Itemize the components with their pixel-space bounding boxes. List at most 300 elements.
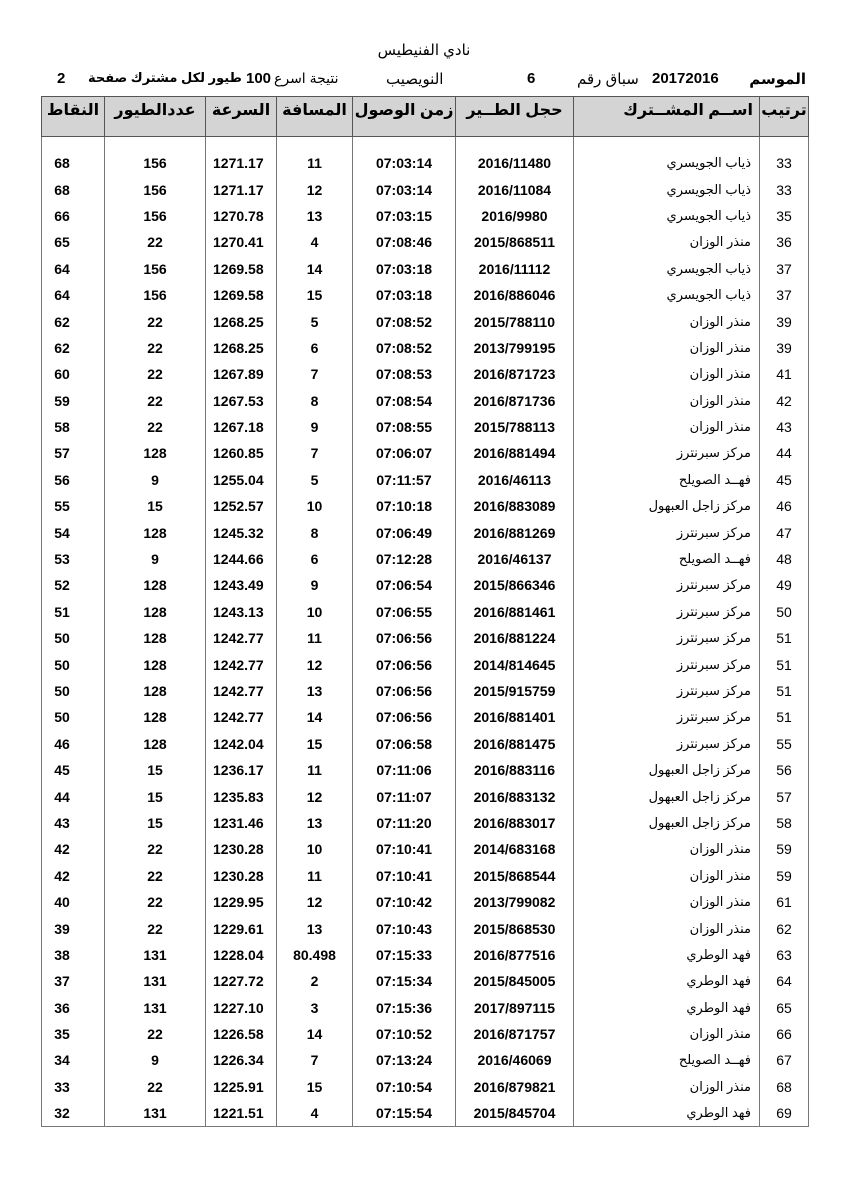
cell-birds: 156 bbox=[105, 150, 206, 176]
cell-birds: 128 bbox=[105, 572, 206, 598]
cell-points: 40 bbox=[42, 889, 105, 915]
cell-distance: 6 bbox=[277, 546, 353, 572]
cell-arrival-time: 07:15:54 bbox=[353, 1100, 456, 1127]
cell-birds: 22 bbox=[105, 1074, 206, 1100]
cell-birds: 131 bbox=[105, 1100, 206, 1127]
cell-points: 38 bbox=[42, 942, 105, 968]
cell-participant-name: منذر الوزان bbox=[574, 414, 760, 440]
cell-points: 54 bbox=[42, 519, 105, 545]
cell-ring-number: 2015/868544 bbox=[456, 863, 574, 889]
cell-ring-number: 2016/881269 bbox=[456, 519, 574, 545]
cell-ring-number: 2016/871736 bbox=[456, 388, 574, 414]
cell-distance: 14 bbox=[277, 704, 353, 730]
cell-birds: 128 bbox=[105, 731, 206, 757]
cell-points: 44 bbox=[42, 783, 105, 809]
cell-arrival-time: 07:08:54 bbox=[353, 388, 456, 414]
cell-participant-name: مركز سبرنترز bbox=[574, 440, 760, 466]
cell-participant-name: مركز سبرنترز bbox=[574, 731, 760, 757]
cell-points: 58 bbox=[42, 414, 105, 440]
cell-distance: 4 bbox=[277, 1100, 353, 1127]
cell-birds: 9 bbox=[105, 467, 206, 493]
cell-ring-number: 2016/881494 bbox=[456, 440, 574, 466]
cell-distance: 11 bbox=[277, 863, 353, 889]
cell-distance: 11 bbox=[277, 757, 353, 783]
cell-birds: 156 bbox=[105, 176, 206, 202]
cell-arrival-time: 07:11:07 bbox=[353, 783, 456, 809]
cell-participant-name: مركز زاجل العبهول bbox=[574, 783, 760, 809]
cell-participant-name: منذر الوزان bbox=[574, 889, 760, 915]
cell-rank: 50 bbox=[760, 599, 809, 625]
cell-ring-number: 2016/871757 bbox=[456, 1021, 574, 1047]
cell-points: 62 bbox=[42, 308, 105, 334]
cell-arrival-time: 07:10:41 bbox=[353, 863, 456, 889]
cell-arrival-time: 07:08:52 bbox=[353, 335, 456, 361]
season-value: 20172016 bbox=[652, 70, 719, 87]
cell-distance: 13 bbox=[277, 810, 353, 836]
cell-birds: 128 bbox=[105, 625, 206, 651]
cell-birds: 22 bbox=[105, 915, 206, 941]
table-row bbox=[42, 572, 809, 598]
cell-points: 51 bbox=[42, 599, 105, 625]
cell-speed: 1271.17 bbox=[206, 176, 277, 202]
cell-arrival-time: 07:03:15 bbox=[353, 203, 456, 229]
cell-speed: 1227.10 bbox=[206, 995, 277, 1021]
table-row bbox=[42, 493, 809, 519]
cell-speed: 1229.95 bbox=[206, 889, 277, 915]
cell-rank: 66 bbox=[760, 1021, 809, 1047]
table-row bbox=[42, 546, 809, 572]
cell-participant-name: ذياب الجويسري bbox=[574, 256, 760, 282]
table-row bbox=[42, 731, 809, 757]
table-row bbox=[42, 176, 809, 202]
cell-points: 50 bbox=[42, 625, 105, 651]
cell-arrival-time: 07:15:36 bbox=[353, 995, 456, 1021]
cell-rank: 62 bbox=[760, 915, 809, 941]
cell-speed: 1221.51 bbox=[206, 1100, 277, 1127]
cell-speed: 1230.28 bbox=[206, 863, 277, 889]
cell-ring-number: 2015/868530 bbox=[456, 915, 574, 941]
cell-arrival-time: 07:11:20 bbox=[353, 810, 456, 836]
cell-rank: 51 bbox=[760, 678, 809, 704]
cell-arrival-time: 07:08:52 bbox=[353, 308, 456, 334]
table-row bbox=[42, 256, 809, 282]
cell-birds: 131 bbox=[105, 968, 206, 994]
cell-birds: 15 bbox=[105, 757, 206, 783]
cell-rank: 56 bbox=[760, 757, 809, 783]
cell-rank: 51 bbox=[760, 625, 809, 651]
table-row bbox=[42, 651, 809, 677]
cell-rank: 51 bbox=[760, 651, 809, 677]
table-row bbox=[42, 308, 809, 334]
cell-arrival-time: 07:03:18 bbox=[353, 256, 456, 282]
cell-arrival-time: 07:10:18 bbox=[353, 493, 456, 519]
cell-distance: 5 bbox=[277, 308, 353, 334]
cell-birds: 9 bbox=[105, 1047, 206, 1073]
cell-arrival-time: 07:08:55 bbox=[353, 414, 456, 440]
cell-participant-name: فهد الوطري bbox=[574, 968, 760, 994]
cell-distance: 10 bbox=[277, 493, 353, 519]
cell-ring-number: 2016/11480 bbox=[456, 150, 574, 176]
cell-arrival-time: 07:10:42 bbox=[353, 889, 456, 915]
cell-speed: 1267.89 bbox=[206, 361, 277, 387]
cell-birds: 22 bbox=[105, 1021, 206, 1047]
cell-points: 36 bbox=[42, 995, 105, 1021]
cell-participant-name: ذياب الجويسري bbox=[574, 176, 760, 202]
table-row bbox=[42, 810, 809, 836]
table-row bbox=[42, 150, 809, 176]
cell-ring-number: 2016/877516 bbox=[456, 942, 574, 968]
race-label: سباق رقم bbox=[577, 71, 639, 88]
cell-distance: 8 bbox=[277, 519, 353, 545]
cell-points: 57 bbox=[42, 440, 105, 466]
cell-ring-number: 2015/845005 bbox=[456, 968, 574, 994]
cell-points: 42 bbox=[42, 863, 105, 889]
cell-distance: 14 bbox=[277, 1021, 353, 1047]
cell-participant-name: ذياب الجويسري bbox=[574, 203, 760, 229]
table-row bbox=[42, 1100, 809, 1127]
cell-rank: 39 bbox=[760, 308, 809, 334]
cell-participant-name: منذر الوزان bbox=[574, 361, 760, 387]
cell-speed: 1252.57 bbox=[206, 493, 277, 519]
cell-ring-number: 2016/9980 bbox=[456, 203, 574, 229]
cell-arrival-time: 07:06:56 bbox=[353, 625, 456, 651]
cell-arrival-time: 07:06:56 bbox=[353, 704, 456, 730]
cell-distance: 7 bbox=[277, 1047, 353, 1073]
cell-birds: 128 bbox=[105, 440, 206, 466]
cell-ring-number: 2013/799195 bbox=[456, 335, 574, 361]
cell-birds: 22 bbox=[105, 863, 206, 889]
cell-points: 43 bbox=[42, 810, 105, 836]
table-row bbox=[42, 361, 809, 387]
cell-points: 60 bbox=[42, 361, 105, 387]
cell-points: 39 bbox=[42, 915, 105, 941]
cell-rank: 57 bbox=[760, 783, 809, 809]
cell-rank: 37 bbox=[760, 282, 809, 308]
table-row bbox=[42, 915, 809, 941]
cell-points: 52 bbox=[42, 572, 105, 598]
cell-arrival-time: 07:13:24 bbox=[353, 1047, 456, 1073]
cell-participant-name: منذر الوزان bbox=[574, 915, 760, 941]
table-row bbox=[42, 863, 809, 889]
cell-rank: 47 bbox=[760, 519, 809, 545]
cell-participant-name: منذر الوزان bbox=[574, 836, 760, 862]
table-row bbox=[42, 440, 809, 466]
cell-participant-name: مركز سبرنترز bbox=[574, 625, 760, 651]
cell-participant-name: ذياب الجويسري bbox=[574, 282, 760, 308]
cell-distance: 10 bbox=[277, 836, 353, 862]
cell-rank: 68 bbox=[760, 1074, 809, 1100]
cell-ring-number: 2015/868511 bbox=[456, 229, 574, 255]
cell-arrival-time: 07:06:49 bbox=[353, 519, 456, 545]
cell-speed: 1225.91 bbox=[206, 1074, 277, 1100]
cell-ring-number: 2016/883132 bbox=[456, 783, 574, 809]
cell-distance: 15 bbox=[277, 1074, 353, 1100]
cell-participant-name: فهــد الصويلح bbox=[574, 546, 760, 572]
cell-participant-name: منذر الوزان bbox=[574, 1074, 760, 1100]
cell-birds: 15 bbox=[105, 783, 206, 809]
cell-birds: 156 bbox=[105, 256, 206, 282]
cell-speed: 1236.17 bbox=[206, 757, 277, 783]
cell-distance: 4 bbox=[277, 229, 353, 255]
cell-speed: 1243.13 bbox=[206, 599, 277, 625]
cell-participant-name: منذر الوزان bbox=[574, 863, 760, 889]
cell-arrival-time: 07:15:33 bbox=[353, 942, 456, 968]
cell-birds: 22 bbox=[105, 361, 206, 387]
cell-speed: 1268.25 bbox=[206, 308, 277, 334]
cell-points: 35 bbox=[42, 1021, 105, 1047]
cell-ring-number: 2016/46137 bbox=[456, 546, 574, 572]
cell-arrival-time: 07:08:53 bbox=[353, 361, 456, 387]
cell-rank: 67 bbox=[760, 1047, 809, 1073]
cell-ring-number: 2016/11084 bbox=[456, 176, 574, 202]
cell-ring-number: 2015/845704 bbox=[456, 1100, 574, 1127]
cell-points: 66 bbox=[42, 203, 105, 229]
cell-arrival-time: 07:03:14 bbox=[353, 176, 456, 202]
table-row bbox=[42, 282, 809, 308]
race-number: 6 bbox=[527, 70, 536, 87]
cell-participant-name: منذر الوزان bbox=[574, 335, 760, 361]
col-speed: السرعة bbox=[206, 97, 277, 137]
cell-arrival-time: 07:12:28 bbox=[353, 546, 456, 572]
cell-distance: 9 bbox=[277, 572, 353, 598]
cell-ring-number: 2016/883017 bbox=[456, 810, 574, 836]
result-label: نتيجة اسرع bbox=[274, 70, 339, 86]
cell-arrival-time: 07:06:55 bbox=[353, 599, 456, 625]
cell-speed: 1271.17 bbox=[206, 150, 277, 176]
cell-birds: 22 bbox=[105, 229, 206, 255]
cell-arrival-time: 07:06:58 bbox=[353, 731, 456, 757]
cell-speed: 1268.25 bbox=[206, 335, 277, 361]
cell-birds: 22 bbox=[105, 388, 206, 414]
cell-distance: 13 bbox=[277, 203, 353, 229]
cell-rank: 42 bbox=[760, 388, 809, 414]
cell-distance: 11 bbox=[277, 625, 353, 651]
cell-ring-number: 2016/881401 bbox=[456, 704, 574, 730]
cell-arrival-time: 07:10:54 bbox=[353, 1074, 456, 1100]
cell-speed: 1230.28 bbox=[206, 836, 277, 862]
cell-arrival-time: 07:03:14 bbox=[353, 150, 456, 176]
col-ring: حجل الطــير bbox=[456, 97, 574, 137]
cell-ring-number: 2016/881475 bbox=[456, 731, 574, 757]
cell-distance: 10 bbox=[277, 599, 353, 625]
cell-birds: 128 bbox=[105, 651, 206, 677]
cell-birds: 22 bbox=[105, 836, 206, 862]
cell-points: 50 bbox=[42, 678, 105, 704]
cell-rank: 59 bbox=[760, 863, 809, 889]
cell-ring-number: 2016/46069 bbox=[456, 1047, 574, 1073]
cell-distance: 12 bbox=[277, 651, 353, 677]
cell-participant-name: مركز زاجل العبهول bbox=[574, 493, 760, 519]
cell-birds: 128 bbox=[105, 599, 206, 625]
cell-distance: 11 bbox=[277, 150, 353, 176]
cell-ring-number: 2016/871723 bbox=[456, 361, 574, 387]
cell-speed: 1235.83 bbox=[206, 783, 277, 809]
cell-ring-number: 2015/915759 bbox=[456, 678, 574, 704]
cell-rank: 45 bbox=[760, 467, 809, 493]
cell-birds: 22 bbox=[105, 335, 206, 361]
cell-participant-name: منذر الوزان bbox=[574, 1021, 760, 1047]
cell-distance: 15 bbox=[277, 731, 353, 757]
cell-arrival-time: 07:03:18 bbox=[353, 282, 456, 308]
cell-distance: 12 bbox=[277, 783, 353, 809]
cell-ring-number: 2017/897115 bbox=[456, 995, 574, 1021]
cell-points: 64 bbox=[42, 256, 105, 282]
cell-speed: 1231.46 bbox=[206, 810, 277, 836]
cell-participant-name: فهد الوطري bbox=[574, 942, 760, 968]
cell-birds: 22 bbox=[105, 414, 206, 440]
cell-speed: 1255.04 bbox=[206, 467, 277, 493]
page-number: 2 bbox=[57, 70, 66, 87]
cell-rank: 58 bbox=[760, 810, 809, 836]
table-header-row bbox=[42, 97, 809, 137]
cell-arrival-time: 07:10:41 bbox=[353, 836, 456, 862]
cell-points: 53 bbox=[42, 546, 105, 572]
cell-rank: 65 bbox=[760, 995, 809, 1021]
cell-distance: 6 bbox=[277, 335, 353, 361]
cell-ring-number: 2016/879821 bbox=[456, 1074, 574, 1100]
cell-speed: 1244.66 bbox=[206, 546, 277, 572]
cell-participant-name: مركز سبرنترز bbox=[574, 651, 760, 677]
cell-ring-number: 2016/11112 bbox=[456, 256, 574, 282]
cell-points: 59 bbox=[42, 388, 105, 414]
cell-rank: 33 bbox=[760, 176, 809, 202]
cell-distance: 13 bbox=[277, 915, 353, 941]
cell-points: 56 bbox=[42, 467, 105, 493]
col-rank: ترتيب bbox=[760, 97, 809, 137]
cell-ring-number: 2015/788110 bbox=[456, 308, 574, 334]
cell-speed: 1226.34 bbox=[206, 1047, 277, 1073]
cell-rank: 63 bbox=[760, 942, 809, 968]
cell-speed: 1229.61 bbox=[206, 915, 277, 941]
cell-speed: 1242.77 bbox=[206, 651, 277, 677]
cell-speed: 1242.04 bbox=[206, 731, 277, 757]
table-row bbox=[42, 414, 809, 440]
cell-participant-name: فهــد الصويلح bbox=[574, 467, 760, 493]
cell-points: 68 bbox=[42, 150, 105, 176]
table-row bbox=[42, 757, 809, 783]
cell-rank: 39 bbox=[760, 335, 809, 361]
cell-distance: 3 bbox=[277, 995, 353, 1021]
cell-distance: 7 bbox=[277, 440, 353, 466]
cell-ring-number: 2015/866346 bbox=[456, 572, 574, 598]
cell-arrival-time: 07:08:46 bbox=[353, 229, 456, 255]
birds-per-page-label: طيور لكل مشترك صفحة bbox=[88, 70, 242, 85]
cell-participant-name: منذر الوزان bbox=[574, 308, 760, 334]
table-row bbox=[42, 968, 809, 994]
cell-rank: 46 bbox=[760, 493, 809, 519]
cell-ring-number: 2016/881224 bbox=[456, 625, 574, 651]
cell-ring-number: 2015/788113 bbox=[456, 414, 574, 440]
cell-points: 55 bbox=[42, 493, 105, 519]
col-arrival: زمن الوصول bbox=[353, 97, 456, 137]
table-row bbox=[42, 704, 809, 730]
cell-ring-number: 2014/814645 bbox=[456, 651, 574, 677]
cell-points: 50 bbox=[42, 704, 105, 730]
cell-distance: 14 bbox=[277, 256, 353, 282]
cell-speed: 1267.18 bbox=[206, 414, 277, 440]
cell-distance: 7 bbox=[277, 361, 353, 387]
cell-participant-name: مركز سبرنترز bbox=[574, 704, 760, 730]
cell-points: 65 bbox=[42, 229, 105, 255]
cell-distance: 12 bbox=[277, 889, 353, 915]
cell-participant-name: مركز سبرنترز bbox=[574, 599, 760, 625]
cell-rank: 61 bbox=[760, 889, 809, 915]
cell-distance: 80.498 bbox=[277, 942, 353, 968]
cell-speed: 1242.77 bbox=[206, 704, 277, 730]
cell-speed: 1227.72 bbox=[206, 968, 277, 994]
cell-arrival-time: 07:11:57 bbox=[353, 467, 456, 493]
col-distance: المسافة bbox=[277, 97, 353, 137]
table-row bbox=[42, 519, 809, 545]
cell-arrival-time: 07:06:56 bbox=[353, 678, 456, 704]
cell-speed: 1243.49 bbox=[206, 572, 277, 598]
cell-arrival-time: 07:06:56 bbox=[353, 651, 456, 677]
cell-birds: 15 bbox=[105, 493, 206, 519]
cell-ring-number: 2016/46113 bbox=[456, 467, 574, 493]
table-row bbox=[42, 229, 809, 255]
cell-points: 45 bbox=[42, 757, 105, 783]
cell-rank: 49 bbox=[760, 572, 809, 598]
cell-birds: 131 bbox=[105, 995, 206, 1021]
cell-participant-name: منذر الوزان bbox=[574, 388, 760, 414]
cell-points: 50 bbox=[42, 651, 105, 677]
cell-birds: 9 bbox=[105, 546, 206, 572]
cell-participant-name: فهد الوطري bbox=[574, 1100, 760, 1127]
cell-rank: 48 bbox=[760, 546, 809, 572]
table-row bbox=[42, 1047, 809, 1073]
table-row bbox=[42, 1021, 809, 1047]
cell-rank: 59 bbox=[760, 836, 809, 862]
table-row bbox=[42, 203, 809, 229]
cell-rank: 43 bbox=[760, 414, 809, 440]
table-row bbox=[42, 995, 809, 1021]
cell-speed: 1245.32 bbox=[206, 519, 277, 545]
cell-rank: 44 bbox=[760, 440, 809, 466]
cell-points: 62 bbox=[42, 335, 105, 361]
cell-rank: 37 bbox=[760, 256, 809, 282]
cell-birds: 128 bbox=[105, 704, 206, 730]
cell-participant-name: ذياب الجويسري bbox=[574, 150, 760, 176]
cell-arrival-time: 07:10:43 bbox=[353, 915, 456, 941]
table-row bbox=[42, 599, 809, 625]
cell-participant-name: منذر الوزان bbox=[574, 229, 760, 255]
cell-points: 64 bbox=[42, 282, 105, 308]
cell-rank: 64 bbox=[760, 968, 809, 994]
cell-points: 68 bbox=[42, 176, 105, 202]
cell-speed: 1270.41 bbox=[206, 229, 277, 255]
cell-speed: 1260.85 bbox=[206, 440, 277, 466]
table-row bbox=[42, 335, 809, 361]
cell-participant-name: مركز سبرنترز bbox=[574, 678, 760, 704]
cell-arrival-time: 07:11:06 bbox=[353, 757, 456, 783]
table-row bbox=[42, 678, 809, 704]
cell-birds: 156 bbox=[105, 282, 206, 308]
table-row bbox=[42, 889, 809, 915]
cell-participant-name: مركز زاجل العبهول bbox=[574, 757, 760, 783]
cell-distance: 2 bbox=[277, 968, 353, 994]
cell-speed: 1242.77 bbox=[206, 678, 277, 704]
cell-rank: 33 bbox=[760, 150, 809, 176]
cell-distance: 8 bbox=[277, 388, 353, 414]
cell-arrival-time: 07:15:34 bbox=[353, 968, 456, 994]
cell-speed: 1242.77 bbox=[206, 625, 277, 651]
cell-points: 42 bbox=[42, 836, 105, 862]
cell-points: 37 bbox=[42, 968, 105, 994]
cell-distance: 15 bbox=[277, 282, 353, 308]
cell-points: 34 bbox=[42, 1047, 105, 1073]
spacer-row bbox=[42, 137, 809, 151]
cell-speed: 1269.58 bbox=[206, 282, 277, 308]
